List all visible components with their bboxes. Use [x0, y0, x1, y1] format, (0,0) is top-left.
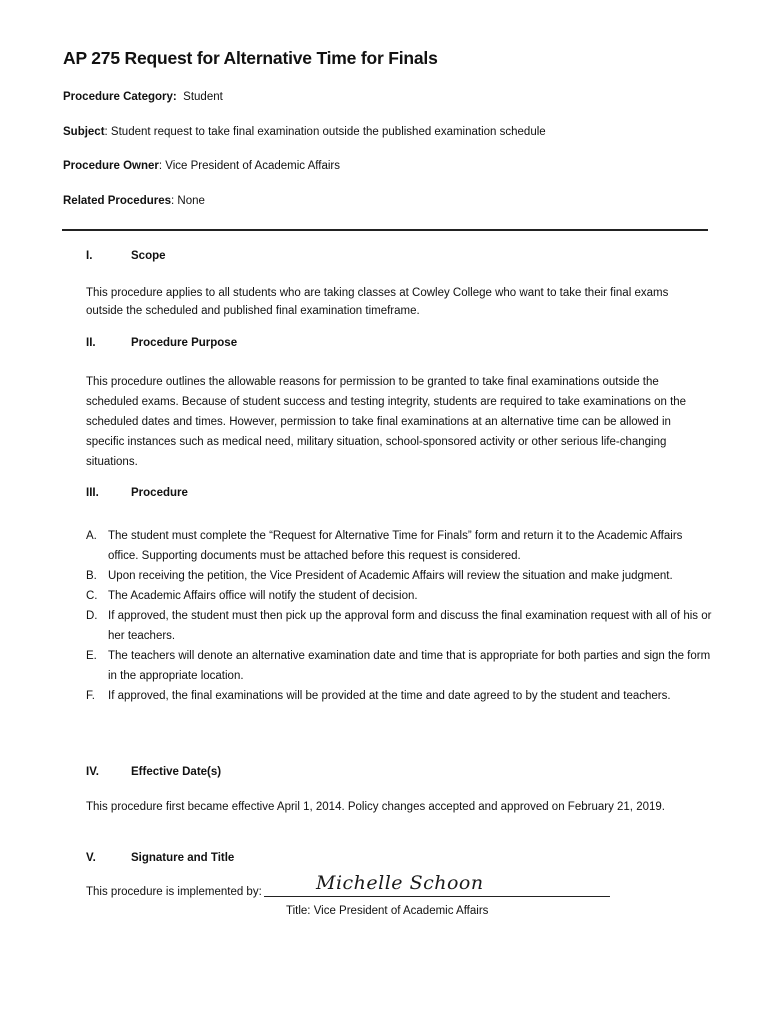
- signer-title: Title: Vice President of Academic Affairs: [286, 905, 489, 917]
- list-item: [86, 586, 712, 606]
- section-heading-procedure: [86, 487, 188, 499]
- section-title: Scope: [131, 250, 166, 262]
- list-item: [86, 566, 712, 586]
- meta-label: Related Procedures: [63, 195, 172, 207]
- step-text: Upon receiving the petition, the Vice President of Academic Affairs will review the situation and make judgment.: [108, 570, 673, 582]
- meta-label: Procedure Owner: [63, 160, 159, 172]
- meta-label: Procedure Category:: [63, 91, 177, 103]
- section-text-purpose: This procedure outlines the allowable reasons for permission to be granted to take final examinations outside the scheduled exams. Because of student success and testing integrity, students are required to take examinations on the scheduled dates and times. However, permission to take final examinations at an alternative time can be allowed in specific instances such as medical need, military situation, school-sponsored activity or other serious life-changing situations.: [86, 376, 687, 468]
- meta-value: Student: [183, 91, 223, 103]
- step-text: The Academic Affairs office will notify the student of decision.: [108, 590, 418, 602]
- step-letter: F.: [86, 690, 95, 702]
- section-text-effective-dates: This procedure first became effective April 1, 2014. Policy changes accepted and approved on February 21, 2019.: [86, 801, 665, 813]
- section-title: Procedure Purpose: [131, 337, 238, 349]
- section-title: Signature and Title: [131, 852, 235, 864]
- step-text: The teachers will denote an alternative examination date and time that is appropriate for both parties and sign the form in the appropriate location.: [108, 650, 711, 682]
- section-title: Effective Date(s): [131, 766, 222, 778]
- step-text: The student must complete the “Request for Alternative Time for Finals” form and return it to the Academic Affairs office. Supporting documents must be attached before this request is considered.: [108, 530, 683, 562]
- step-letter: E.: [86, 650, 97, 662]
- section-number: IV.: [86, 766, 100, 778]
- section-number: II.: [86, 337, 96, 349]
- meta-value: : Student request to take final examination outside the published examination schedule: [104, 126, 546, 138]
- step-letter: B.: [86, 570, 97, 582]
- section-heading-signature: [86, 852, 234, 864]
- step-text: If approved, the student must then pick up the approval form and discuss the final examination request with all of his or her teachers.: [108, 610, 712, 642]
- meta-owner: [63, 160, 340, 172]
- step-letter: D.: [86, 610, 98, 622]
- meta-value: : Vice President of Academic Affairs: [158, 160, 340, 172]
- meta-category: [63, 91, 223, 103]
- step-letter: A.: [86, 530, 97, 542]
- section-heading-effective-dates: [86, 766, 221, 778]
- signature-label: This procedure is implemented by:: [86, 886, 262, 898]
- header-divider: [62, 229, 708, 231]
- meta-subject: [63, 126, 546, 138]
- step-letter: C.: [86, 590, 98, 602]
- section-number: III.: [86, 487, 99, 499]
- step-text: If approved, the final examinations will be provided at the time and date agreed to by the student and teachers.: [108, 690, 671, 702]
- section-text-scope: This procedure applies to all students who are taking classes at Cowley College who want to take their final exams outside the scheduled and published final examination timeframe.: [86, 287, 669, 317]
- section-number: V.: [86, 852, 96, 864]
- meta-label: Subject: [63, 126, 105, 138]
- handwritten-signature: Michelle Schoon: [316, 872, 484, 894]
- list-item: [86, 606, 712, 646]
- list-item: [86, 526, 712, 566]
- meta-value: : None: [171, 195, 205, 207]
- document-title: AP 275 Request for Alternative Time for Finals: [63, 48, 438, 68]
- procedure-steps-list: [86, 526, 712, 706]
- section-number: I.: [86, 250, 93, 262]
- list-item: [86, 646, 712, 686]
- list-item: [86, 686, 712, 706]
- meta-related: [63, 195, 205, 207]
- section-heading-purpose: [86, 337, 237, 349]
- section-title: Procedure: [131, 487, 188, 499]
- section-heading-scope: [86, 250, 166, 262]
